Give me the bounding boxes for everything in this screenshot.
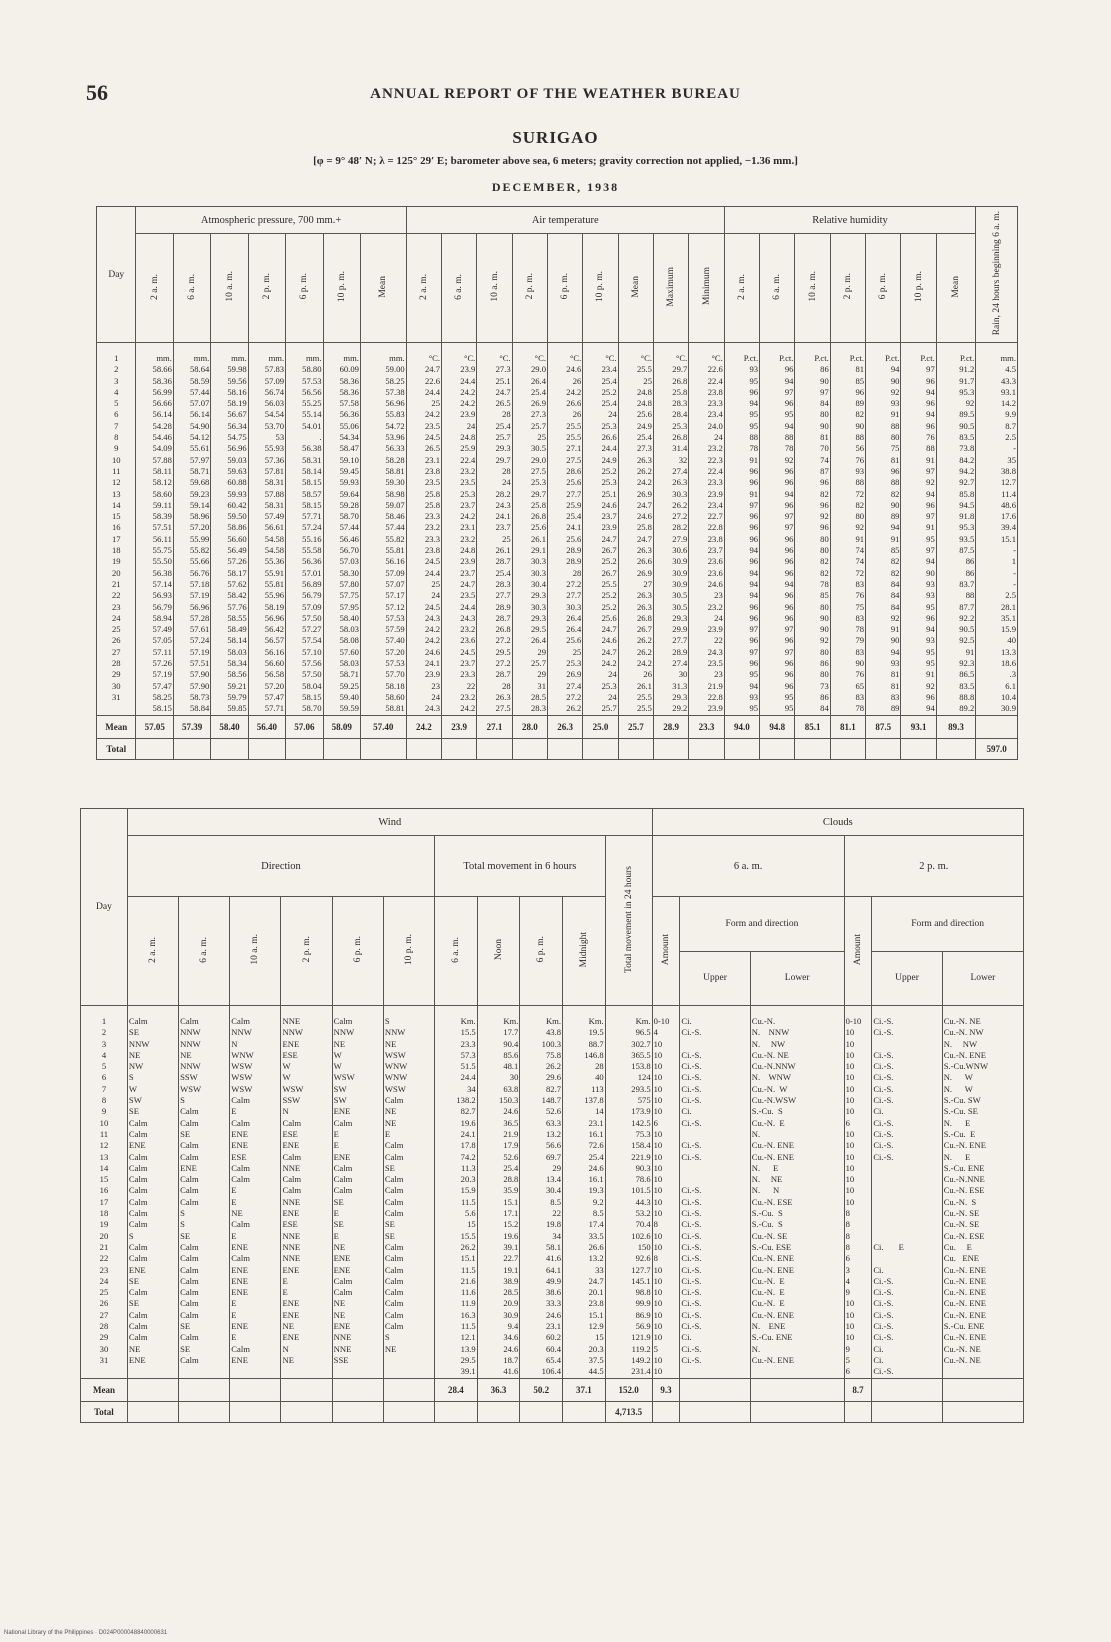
daily-data-row [81,1006,1024,1379]
column-header [795,234,830,343]
movement-column-header [563,897,606,1006]
humidity-column: P.ct. 81 85 96 89 82 90 88 56 76 93 88 72 82 80 92 91 74 74 72 83 76 75 83 78 79 83 90 76 65 83 78 [830,343,865,716]
mean-value [179,1378,230,1401]
column-header-label: 2 p. m. [524,273,535,300]
pressure-column: mm. 58.80 57.53 56.56 55.25 55.14 54.01 . 56.38 58.31 58.14 58.15 58.57 58.15 57.71 57.24 55.16 55.58 56.36 57.01 56.89 56.79 57.09 57.50 57.27 57.54 57.10 57.56 57.50 58.04 58.15 58.70 [286,343,323,716]
cloud-amount-mean: 8.7 [844,1378,872,1401]
column-header [512,234,547,343]
total-value [795,738,830,759]
mean-value: 94.8 [760,715,795,738]
total-value [760,738,795,759]
column-header-label: 2 a. m. [418,273,429,300]
total-value [127,1401,178,1422]
column-header [653,234,688,343]
day-column: 1 2 3 4 5 6 7 8 9 10 11 12 13 14 15 16 17 18 19 20 21 22 23 24 25 26 27 28 29 30 31 [81,1006,128,1379]
mean-value [127,1378,178,1401]
column-header-label: 10 p. m. [595,270,606,303]
total-value [383,1401,434,1422]
humidity-column: P.ct. 93 95 96 94 95 95 88 78 91 96 96 91 97 96 96 96 94 96 94 94 94 96 96 97 96 97 96 95 94 93 95 [724,343,759,716]
total-value [724,738,759,759]
direction-column-header [230,897,281,1006]
mean-label: Mean [81,1378,128,1401]
temperature-extreme-column: °C. 22.6 22.4 23.8 23.3 23.4 24.0 24 23.2 22.3 22.4 23.3 23.9 23.4 22.7 22.8 23.8 23.7 23.6 23.6 24.6 23 23.2 24 23.9 22 24.3 23.5 23 21.9 22.8 23.9 [689,343,724,716]
day-header: Day [97,207,136,343]
column-header-row [81,897,1024,952]
movement-column-header [520,897,563,1006]
column-header [583,234,618,343]
column-header-label: 6 p. m. [536,936,547,963]
total-value [652,1401,680,1422]
total-value [563,1401,606,1422]
column-header-label: Mean [951,275,962,298]
mean-value: 81.1 [830,715,865,738]
direction-column-header [127,897,178,1006]
mean-row [81,1378,1024,1401]
humidity-column: P.ct. 94 90 92 93 91 88 80 75 81 96 88 82 90 89 94 91 85 82 82 84 84 84 92 91 90 94 93 81 81 83 89 [866,343,901,716]
column-header-label: 6 a. m. [772,273,783,300]
cloud-amount-header [652,897,680,1006]
column-header [830,234,865,343]
column-header-label: 10 a. m. [489,271,500,302]
column-header-label: Amount [660,933,671,966]
column-header-label: 10 a. m. [807,271,818,302]
cloud-amount-mean: 9.3 [652,1378,680,1401]
column-header-label: 6 a. m. [187,273,198,300]
mean-value: 56.40 [248,715,285,738]
total-value [435,1401,478,1422]
column-header-label: 2 a. m. [148,936,159,963]
column-header [936,234,976,343]
column-header-label: Amount [852,933,863,966]
column-header [618,234,653,343]
mean-value: 57.40 [360,715,406,738]
total-value [936,738,976,759]
column-header [901,234,936,343]
mean-value: 94.0 [724,715,759,738]
column-header-label: 6 p. m. [299,273,310,300]
humidity-column: P.ct. 91.2 91.7 95.3 92 89.5 90.5 83.5 73.8 84.2 94.2 92.7 85.8 94.5 91.8 95.3 93.5 87.5 86 86 83.7 88 87.7 92.2 90.5 92.5 91 92.3 86.5 83.5 88.8 89.2 [936,343,976,716]
column-header-label: 2 a. m. [149,273,160,300]
column-header [442,234,477,343]
mean-value [872,1378,942,1401]
mean-value: 152.0 [605,1378,652,1401]
movement-grand-total: 4,713.5 [605,1401,652,1422]
total-value [286,738,323,759]
column-header-label: 6 a. m. [199,936,210,963]
rain-column: mm. 4.5 43.3 93.1 14.2 9.9 8.7 2.5 - 35 38.8 12.7 11.4 48.6 17.6 39.4 15.1 - 1 - - 2.5 28.1 35.1 15.9 40 13.3 18.6 .3 6.1 10.4 30.9 [976,343,1018,716]
direction-column-header [383,897,434,1006]
mean-value: 58.40 [211,715,248,738]
scan-footer: National Library of the Philippines · D024P000048840000631 [4,1630,168,1636]
column-header-label: 2 p. m. [842,273,853,300]
station-title: SURIGAO [512,128,599,147]
total-value [442,738,477,759]
lower-cloud-header: Lower [942,951,1023,1006]
temperature-column: °C. 24.6 26 24.2 26.6 26 25.5 25.5 27.1 27.5 28.6 25.6 27.7 25.9 25.4 24.1 25.6 28.9 28.9 28 27.2 27.7 30.3 26.4 26.4 25.6 25 25.3 26.9 27.4 27.2 26.2 [548,343,583,716]
mean-value: 26.3 [548,715,583,738]
lower-cloud-header: Lower [750,951,844,1006]
total-value [844,1401,872,1422]
column-header [866,234,901,343]
total-value [332,1401,383,1422]
column-header-row [97,234,1018,343]
pressure-column: mm. 59.00 58.25 57.38 56.96 55.83 54.72 53.96 56.33 58.28 58.81 59.30 58.98 59.07 58.46 57.44 55.82 55.81 56.16 57.09 57.07 57.17 57.12 57.53 57.59 57.40 57.20 57.53 57.70 58.18 58.60 58.81 [360,343,406,716]
column-header-label: 10 a. m. [250,934,261,965]
direction-column-header [179,897,230,1006]
mean-value: 57.06 [286,715,323,738]
upper-cloud-header: Upper [680,951,750,1006]
pressure-column: mm. 59.98 59.56 58.16 58.19 56.67 56.34 54.75 56.96 59.03 59.63 60.88 59.93 60.42 59.50 58.86 56.60 56.49 57.26 58.17 57.62 58.42 57.76 58.55 58.49 58.14 58.03 58.34 58.56 59.21 59.79 59.85 [211,343,248,716]
column-header [136,234,173,343]
column-header [724,234,759,343]
direction-column-header [281,897,332,1006]
temperature-column: °C. 24.7 22.6 24.4 25 24.2 23.5 24.5 26.5 23.1 23.8 23.5 25.8 25.8 23.3 23.2 23.3 23.8 24.5 24.4 25 24 24.5 24.3 24.2 24.2 24.6 24.1 23.9 23 24 24.3 [406,343,441,716]
direction-group-header: Direction [127,836,434,897]
column-header [548,234,583,343]
column-header [248,234,285,343]
pressure-column: mm. 58.66 58.36 56.99 56.66 56.14 54.28 54.46 54.09 57.88 58.11 58.12 58.60 59.11 58.39 57.51 56.11 55.75 55.50 56.38 57.14 56.93 56.79 58.94 57.49 57.05 57.11 57.26 57.19 57.47 58.25 58.15 [136,343,173,716]
column-header-label: 10 p. m. [336,270,347,303]
upper-cloud-2pm-column: Ci.-S. Ci.-S. Ci.-S. Ci.-S. Ci.-S. Ci.-S. Ci.-S. Ci. Ci.-S. Ci.-S. Ci.-S. Ci.-S. Ci. E Ci. Ci.-S. Ci.-S. Ci.-S. Ci.-S. Ci.-S. Ci.-S. Ci. Ci. Ci.-S. [872,1006,942,1379]
mean-value [976,715,1018,738]
total-value [872,1401,942,1422]
lower-cloud-2pm-column: Cu.-N. NE Cu.-N. NW N. NW Cu.-N. ENE S.-Cu.WNW N. W N. W S.-Cu. SW S.-Cu. SE N. E S.-Cu. E Cu.-N. ENE N. E S.-Cu. ENE Cu.-N.NNE Cu.-N. ESE Cu.-N. S Cu.-N. SE Cu.-N. SE Cu.-N. ESE Cu. E Cu. ENE Cu.-N. ENE Cu.-N. ENE Cu.-N. ENE Cu.-N. ENE Cu.-N. ENE S.-Cu. ENE Cu.-N. ENE Cu.-N. NE Cu.-N. NE [942,1006,1023,1379]
cloud-amount-2pm-column: 0-10 10 10 10 10 10 10 10 10 6 10 10 10 10 10 10 10 8 8 8 8 6 3 4 9 10 10 10 10 9 5 6 [844,1006,872,1379]
column-header-label: 6 p. m. [878,273,889,300]
total-value [583,738,618,759]
wind-clouds-table [80,808,1024,1423]
mean-value: 28.4 [435,1378,478,1401]
column-header-label: 6 p. m. [352,936,363,963]
column-header [406,234,441,343]
form-direction-header: Form and direction [872,897,1024,952]
mean-value: 24.2 [406,715,441,738]
total-movement-column: Km. 96.5 302.7 365.5 153.8 124 293.5 575 173.9 142.5 75.3 158.4 221.9 90.3 78.6 101.5 44.3 53.2 70.4 102.6 150 92.6 127.7 145.1 98.8 99.9 86.9 56.9 121.9 119.2 149.2 231.4 [605,1006,652,1379]
mean-value: 85.1 [795,715,830,738]
mean-value: 25.7 [618,715,653,738]
mean-value [942,1378,1023,1401]
temperature-group-header: Air temperature [406,207,724,234]
column-header-label: Midnight [578,931,589,968]
total-value [406,738,441,759]
wind-group-header: Wind [127,809,652,836]
total-value [211,738,248,759]
mean-label: Mean [97,715,136,738]
column-header-label: 10 a. m. [224,271,235,302]
upper-cloud-6am-column: Ci. Ci.-S. Ci.-S. Ci.-S. Ci.-S. Ci.-S. Ci.-S. Ci. Ci.-S. Ci.-S. Ci.-S. Ci.-S. Ci.-S. Ci.-S. Ci.-S. Ci.-S. Ci.-S. Ci.-S. Ci.-S. Ci.-S. Ci.-S. Ci.-S. Ci.-S. Ci.-S. Ci. Ci.-S. Ci.-S. [680,1006,750,1379]
wind-movement-column: Km. 17.7 90.4 85.6 48.1 30 63.8 150.3 24.6 36.5 21.9 17.9 52.6 25.4 28.8 35.9 15.1 17.1 15.2 19.6 39.1 22.7 19.1 38.9 28.5 20.9 30.9 9.4 34.6 24.6 18.7 41.6 [477,1006,520,1379]
upper-cloud-header: Upper [872,951,942,1006]
column-header [286,234,323,343]
total-value [179,1401,230,1422]
column-header-label: 2 a. m. [736,273,747,300]
total-value [323,738,360,759]
total-value [901,738,936,759]
temperature-extreme-column: °C. 29.7 26.8 25.8 28.3 28.4 25.3 26.8 31.4 32 27.4 26.3 30.3 26.2 27.2 28.2 27.9 30.6 30.9 30.9 30.9 30.5 30.5 29.3 29.9 27.7 28.9 27.4 30 31.3 29.3 29.2 [653,343,688,716]
mean-value [750,1378,844,1401]
column-header-label: Mean [378,275,389,298]
total-value [618,738,653,759]
mean-value [281,1378,332,1401]
mean-value: 25.0 [583,715,618,738]
total-value [512,738,547,759]
total-row [97,738,1018,759]
total-row [81,1401,1024,1422]
column-header [360,234,406,343]
day-header: Day [81,809,128,1006]
mean-row [97,715,1018,738]
wind-movement-column: Km. 15.5 23.3 57.3 51.5 24.4 34 138.2 82.7 19.6 24.1 17.8 74.2 11.3 20.3 15.9 11.5 5.6 15 15.5 26.2 15.1 11.5 21.6 11.6 11.9 16.3 11.5 12.1 13.9 29.5 39.1 [435,1006,478,1379]
humidity-column: P.ct. 96 94 97 96 95 94 88 78 92 96 96 94 96 97 97 96 96 96 96 94 96 96 96 97 96 97 96 96 96 95 95 [760,343,795,716]
mean-value: 87.5 [866,715,901,738]
mean-value [383,1378,434,1401]
column-header [477,234,512,343]
report-month: DECEMBER, 1938 [491,180,620,194]
running-header: ANNUAL REPORT OF THE WEATHER BUREAU [370,86,741,102]
movement-group-header: Total movement in 6 hours [435,836,606,897]
mean-value: 58.09 [323,715,360,738]
lower-cloud-6am-column: Cu.-N. N. NNW N. NW Cu.-N. NE Cu.-N.NNW N. WNW Cu.-N. W Cu.-N.WSW S.-Cu. S Cu.-N. E N. Cu.-N. ENE Cu.-N. ENE N. E N. NE N. N Cu.-N. ESE S.-Cu. S S.-Cu. S Cu.-N. SE S.-Cu. ESE Cu.-N. ENE Cu.-N. ENE Cu.-N. E Cu.-N. E Cu.-N. E Cu.-N. ENE N. ENE S.-Cu. ENE N. Cu.-N. ENE [750,1006,844,1379]
total-label: Total [81,1401,128,1422]
mean-value: 23.3 [689,715,724,738]
daily-data-row [97,343,1018,716]
rain-header: Rain, 24 hours beginning 6 a. m. [976,207,1018,343]
movement-column-header [477,897,520,1006]
total-value [360,738,406,759]
mean-value: 57.39 [173,715,210,738]
total-value [680,1401,750,1422]
pressure-temperature-humidity-table [96,206,1018,760]
wind-direction-column: S NNW NE WSW WNW WNW WSW Calm NE NE E Calm Calm SE Calm Calm Calm Calm SE SE Calm Calm Calm Calm Calm Calm Calm Calm S NE [383,1006,434,1379]
temperature-column: °C. 25.5 25 24.8 24.8 25.6 24.9 25.4 27.3 26.3 26.2 24.2 26.9 24.7 24.6 25.8 24.7 26.3 26.6 26.9 27 26.3 26.3 26.8 26.7 26.2 26.2 24.2 26 26.1 25.5 25.5 [618,343,653,716]
column-header [173,234,210,343]
mean-value: 89.3 [936,715,976,738]
mean-value: 28.9 [653,715,688,738]
mean-value: 37.1 [563,1378,606,1401]
total-value [520,1401,563,1422]
total-value [248,738,285,759]
temperature-column: °C. 23.9 24.4 24.2 24.2 23.9 24 24.8 25.9 22.4 23.2 23.5 25.3 23.7 24.2 23.1 23.2 24.8 23.9 23.7 24.7 23.5 24.4 24.3 23.2 23.6 24.5 23.7 23.3 22 23.2 24.2 [442,343,477,716]
total-value [477,1401,520,1422]
total-value [830,738,865,759]
wind-direction-column: NNE NNW ENE ESE W W WSW SSW N Calm ESE ENE Calm NNE Calm Calm NNE ENE ESE NNE NNE NNE ENE E E ENE ENE NE ENE N NE [281,1006,332,1379]
total-value [230,1401,281,1422]
total-value [750,1401,844,1422]
total-value [281,1401,332,1422]
column-header [760,234,795,343]
mean-value [230,1378,281,1401]
mean-value: 27.1 [477,715,512,738]
direction-column-header [332,897,383,1006]
mean-value: 57.05 [136,715,173,738]
column-header-label: 2 p. m. [301,936,312,963]
total-value [942,1401,1023,1422]
wind-direction-column: Calm NNW N WNW WSW WSW WSW Calm E Calm ENE ENE ESE Calm Calm E E NE Calm E ENE Calm ENE ENE ENE E E ENE E Calm ENE [230,1006,281,1379]
mean-value: 93.1 [901,715,936,738]
temperature-column: °C. 23.4 25.4 25.2 25.4 24 25.3 26.6 24.4 24.9 25.2 25.3 25.1 24.6 23.7 23.9 24.7 26.7 25.2 26.7 25.5 25.2 25.2 25.6 24.7 24.6 24.7 24.2 24 25.3 24 25.7 [583,343,618,716]
total-movement-header: Total movement in 24 hours [605,836,652,1006]
pressure-column: mm. 57.83 57.09 56.74 56.03 54.54 53.70 53 55.93 57.36 57.81 58.31 57.88 58.31 57.49 56.61 54.58 54.58 55.36 55.91 55.81 55.96 58.19 56.96 56.42 56.57 56.16 56.60 56.58 57.20 57.47 57.71 [248,343,285,716]
pressure-column: mm. 58.64 58.59 57.44 57.07 56.14 54.90 54.12 55.61 57.97 58.71 59.68 59.23 59.14 58.96 57.20 55.99 55.82 55.66 56.76 57.18 57.19 56.96 57.28 57.61 57.24 57.19 57.51 57.90 57.90 58.73 58.84 [173,343,210,716]
wind-direction-column: Calm SE NNW NE NW S W SW SE Calm Calm ENE Calm Calm Calm Calm Calm Calm Calm S Calm Calm ENE SE Calm SE Calm Calm Calm NE ENE [127,1006,178,1379]
total-value [477,738,512,759]
rain-total: 597.0 [976,738,1018,759]
page-number: 56 [86,80,108,105]
column-header-label: 6 a. m. [450,936,461,963]
movement-column-header [435,897,478,1006]
humidity-column: P.ct. 86 90 97 84 80 90 81 70 74 87 96 82 96 92 96 80 80 82 82 78 85 80 90 90 92 80 86 80 73 86 84 [795,343,830,716]
cloud-amount-6am-column: 0-10 4 10 10 10 10 10 10 10 6 10 10 10 10 10 10 10 10 8 10 10 8 10 10 10 10 10 10 10 5 10 10 [652,1006,680,1379]
total-value [548,738,583,759]
pressure-column: mm. 60.09 58.36 58.36 57.58 56.36 55.06 54.34 58.47 59.10 59.45 59.93 59.64 59.28 58.70 57.44 56.46 56.70 57.03 58.30 57.80 57.75 57.95 58.40 58.03 58.08 57.60 58.03 58.71 59.25 59.40 59.59 [323,343,360,716]
column-header-label: 10 p. m. [403,933,414,966]
clouds-group-header: Clouds [652,809,1023,836]
total-value [689,738,724,759]
column-header-label: 2 p. m. [261,273,272,300]
mean-value [680,1378,750,1401]
mean-value: 28.0 [512,715,547,738]
column-header-label: Noon [493,938,504,961]
wind-direction-column: Calm NNW NNW NE NNW SSW WSW S Calm Calm SE Calm Calm ENE Calm Calm Calm S S SE Calm Calm Calm Calm Calm Calm Calm SE Calm SE Calm [179,1006,230,1379]
temperature-column: °C. 27.3 25.1 24.7 26.5 28 25.4 25.7 29.3 29.7 28 24 28.2 24.3 24.1 23.7 25 26.1 28.7 25.4 28.3 27.7 28.9 28.7 26.8 27.2 29.5 27.2 28.7 28 26.3 27.5 [477,343,512,716]
total-value [653,738,688,759]
humidity-group-header: Relative humidity [724,207,976,234]
column-header [211,234,248,343]
wind-movement-column: Km. 43.8 100.3 75.8 26.2 29.6 82.7 148.7 52.6 63.3 13.2 56.6 69.7 29 13.4 30.4 8.5 22 19.8 34 58.1 41.6 64.1 49.9 38.6 33.3 24.6 23.1 60.2 60.4 65.4 106.4 [520,1006,563,1379]
wind-direction-column: Calm NNW NE W W WSW SW SW ENE Calm E E ENE Calm Calm Calm SE E SE E NE ENE ENE Calm Calm NE NE ENE NNE NNE SSE [332,1006,383,1379]
cloud-amount-header [844,897,872,1006]
column-header-label: 6 a. m. [454,273,465,300]
column-header-label: 10 p. m. [913,270,924,303]
total-value [866,738,901,759]
total-value [173,738,210,759]
station-coordinates: [φ = 9° 48′ N; λ = 125° 29′ E; barometer above sea, 6 meters; gravity correction not applied, −1.36 mm.] [313,155,798,167]
total-value [136,738,173,759]
temperature-column: °C. 29.0 26.4 25.4 26.9 27.3 25.7 25 30.5 29.0 27.5 25.3 29.7 25.8 26.8 25.6 26.1 29.1 30.3 30.3 30.4 29.3 30.3 29.3 29.5 26.4 29 25.7 29 31 28.5 28.3 [512,343,547,716]
clouds-2pm-header: 2 p. m. [844,836,1023,897]
total-label: Total [97,738,136,759]
humidity-column: P.ct. 97 96 94 96 94 96 76 88 91 97 92 94 96 97 91 95 97 94 90 93 93 95 96 94 93 95 95 91 92 96 94 [901,343,936,716]
day-column: 1 2 3 4 5 6 7 8 9 10 11 12 13 14 15 16 17 18 19 20 21 22 23 24 25 26 27 28 29 30 31 [97,343,136,716]
column-header-label: 6 p. m. [560,273,571,300]
column-header-label: Maximum [666,266,677,307]
mean-value: 36.3 [477,1378,520,1401]
column-header-label: Minimum [701,267,712,306]
mean-value [332,1378,383,1401]
column-header-label: Mean [630,275,641,298]
wind-movement-column: Km. 19.5 88.7 146.8 28 40 113 137.8 14 23.1 16.1 72.6 25.4 24.6 16.1 19.3 9.2 8.5 17.4 33.5 26.6 13.2 33 24.7 20.1 23.8 15.1 12.9 15 20.3 37.5 44.5 [563,1006,606,1379]
mean-value: 23.9 [442,715,477,738]
column-header [323,234,360,343]
pressure-group-header: Atmospheric pressure, 700 mm.+ [136,207,406,234]
form-direction-header: Form and direction [680,897,844,952]
clouds-6am-header: 6 a. m. [652,836,844,897]
column-header [689,234,724,343]
mean-value: 50.2 [520,1378,563,1401]
